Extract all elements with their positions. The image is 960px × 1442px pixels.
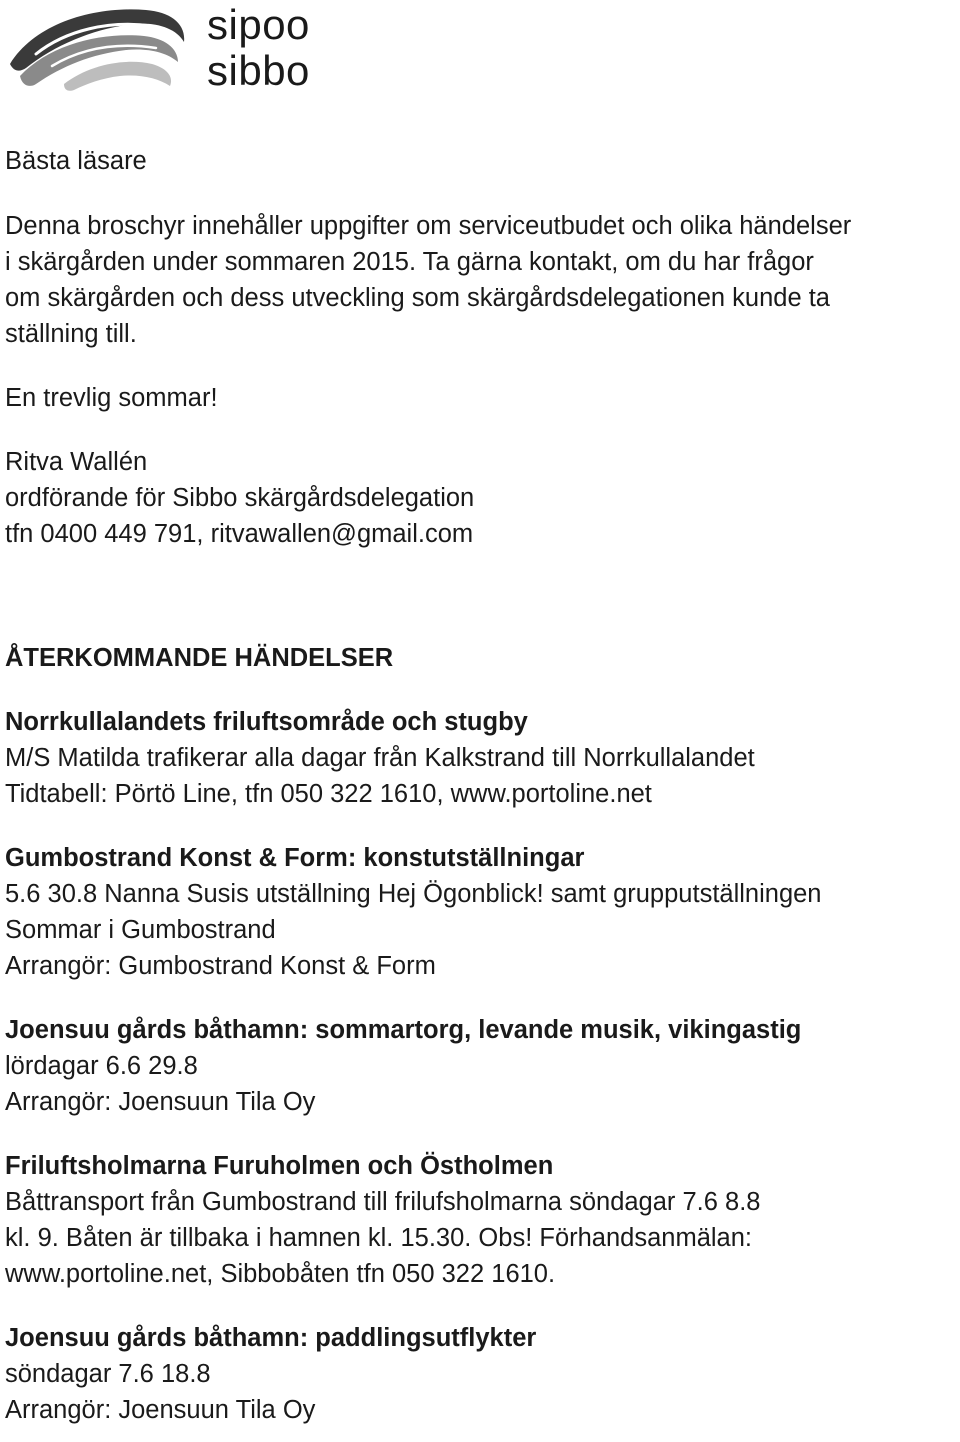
intro-line: om skärgården och dess utveckling som skärgårdsdelegationen kunde ta [5,284,830,312]
event-line: 5.6 30.8 Nanna Susis utställning Hej Ögonblick! samt grupputställningen [5,880,822,908]
event-line: Tidtabell: Pörtö Line, tfn 050 322 1610, www.portoline.net [5,780,652,808]
signature-block [5,444,960,552]
intro-line: i skärgården under sommaren 2015. Ta gärna kontakt, om du har frågor [5,248,814,276]
event-line: Sommar i Gumbostrand [5,916,276,944]
logo-line-sipoo: sipoo [207,1,310,48]
sipoo-sibbo-logo-icon [6,2,188,94]
event-item [5,1148,960,1292]
event-title: Joensuu gårds båthamn: sommartorg, levande musik, vikingastig [5,1016,802,1044]
logo-line-sibbo: sibbo [207,47,310,94]
event-line: Arrangör: Joensuun Tila Oy [5,1396,316,1424]
event-line: söndagar 7.6 18.8 [5,1360,211,1388]
signature-role: ordförande för Sibbo skärgårdsdelegation [5,484,475,512]
intro-paragraph [5,208,960,352]
event-line: kl. 9. Båten är tillbaka i hamnen kl. 15.30. Obs! Förhandsanmälan: [5,1224,752,1252]
event-item [5,1012,960,1120]
event-title: Norrkullalandets friluftsområde och stugby [5,708,528,736]
document-body [5,143,960,1428]
summer-wish: En trevlig sommar! [5,384,218,412]
greeting: Bästa läsare [5,147,147,175]
event-title: Joensuu gårds båthamn: paddlingsutflykter [5,1324,537,1352]
event-item [5,704,960,812]
signature-name: Ritva Wallén [5,448,148,476]
event-line: Arrangör: Joensuun Tila Oy [5,1088,316,1116]
event-title: Friluftsholmarna Furuholmen och Östholmen [5,1152,554,1180]
event-line: Arrangör: Gumbostrand Konst & Form [5,952,436,980]
intro-line: Denna broschyr innehåller uppgifter om serviceutbudet och olika händelser [5,212,852,240]
event-title: Gumbostrand Konst & Form: konstutställningar [5,844,585,872]
signature-contact: tfn 0400 449 791, ritvawallen@gmail.com [5,520,474,548]
section-heading: ÅTERKOMMANDE HÄNDELSER [5,644,394,672]
event-line: lördagar 6.6 29.8 [5,1052,198,1080]
event-item [5,1320,960,1428]
event-line: www.portoline.net, Sibbobåten tfn 050 322 1610. [5,1260,556,1288]
event-line: M/S Matilda trafikerar alla dagar från Kalkstrand till Norrkullalandet [5,744,755,772]
event-item [5,840,960,984]
event-line: Båttransport från Gumbostrand till frilufsholmarna söndagar 7.6 8.8 [5,1188,761,1216]
intro-line: ställning till. [5,320,137,348]
logo-wordmark [207,2,310,94]
